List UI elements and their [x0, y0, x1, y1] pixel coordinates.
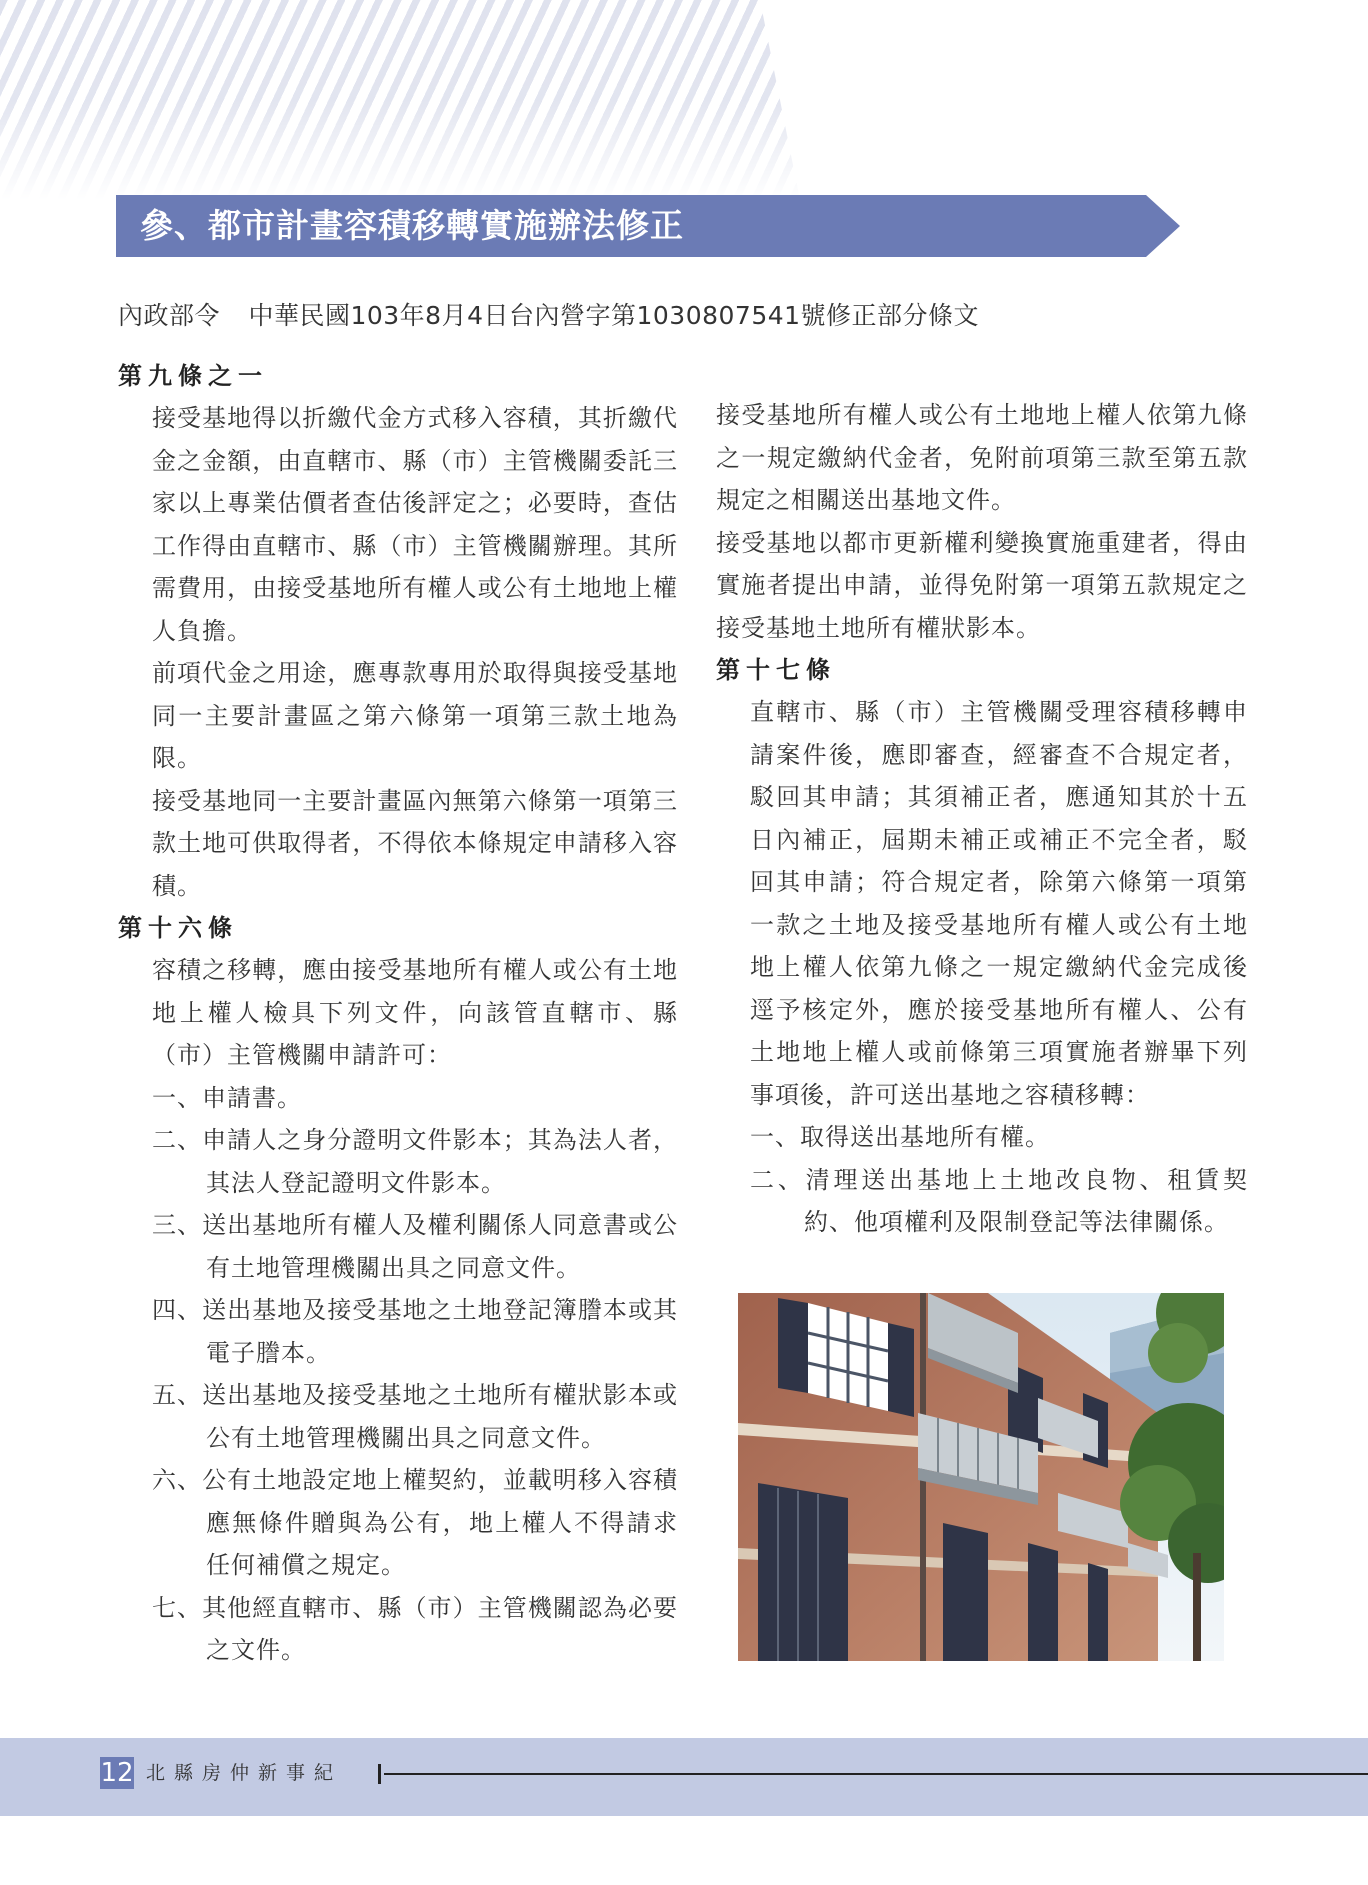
- list-item: 五、送出基地及接受基地之土地所有權狀影本或公有土地管理機關出具之同意文件。: [152, 1381, 678, 1452]
- left-column: [118, 355, 678, 1672]
- magazine-name: 北縣房仲新事紀: [146, 1762, 343, 1784]
- list-item: 六、公有土地設定地上權契約，並載明移入容積應無條件贈與為公有，地上權人不得請求任何補償之規定。: [152, 1466, 678, 1579]
- footer-rule-tick: [378, 1764, 381, 1784]
- list-item: 二、清理送出基地上土地改良物、租賃契約、他項權利及限制登記等法律關係。: [750, 1165, 1248, 1236]
- list-item: 四、送出基地及接受基地之土地登記簿謄本或其電子謄本。: [152, 1296, 678, 1367]
- list-item: 一、取得送出基地所有權。: [750, 1123, 1050, 1151]
- article-paragraph: 容積之移轉，應由接受基地所有權人或公有土地地上權人檢具下列文件，向該管直轄市、縣（市）主管機關申請許可：: [152, 956, 678, 1069]
- section-title: 參、都市計畫容積移轉實施辦法修正: [140, 206, 684, 245]
- building-photo: [738, 1293, 1224, 1661]
- article-paragraph: 接受基地得以折繳代金方式移入容積，其折繳代金之金額，由直轄市、縣（市）主管機關委託三家以上專業估價者查估後評定之；必要時，查估工作得由直轄市、縣（市）主管機關辦理。其所需費用，由接受基地所有權人或公有土地地上權人負擔。: [152, 404, 678, 645]
- page-number: 12: [100, 1758, 134, 1788]
- header-stripe-decoration: [0, 0, 800, 200]
- article-paragraph: 接受基地以都市更新權利變換實施重建者，得由實施者提出申請，並得免附第一項第五款規定之接受基地土地所有權狀影本。: [716, 528, 1248, 642]
- article-9-1-heading: 第九條之一: [118, 362, 268, 390]
- list-item: 三、送出基地所有權人及權利關係人同意書或公有土地管理機關出具之同意文件。: [152, 1211, 678, 1282]
- decree-org: 內政部令: [118, 301, 221, 330]
- article-16-heading: 第十六條: [118, 914, 238, 942]
- list-item: 二、申請人之身分證明文件影本；其為法人者，其法人登記證明文件影本。: [152, 1126, 678, 1197]
- decree-text: 中華民國103年8月4日台內營字第1030807541號修正部分條文: [248, 301, 980, 330]
- list-item: 七、其他經直轄市、縣（市）主管機關認為必要之文件。: [152, 1593, 678, 1664]
- decree-line: [118, 296, 979, 332]
- article-paragraph: 接受基地所有權人或公有土地地上權人依第九條之一規定繳納代金者，免附前項第三款至第五款規定之相關送出基地文件。: [716, 401, 1248, 514]
- article-17-heading: 第十七條: [716, 656, 836, 684]
- article-paragraph: 前項代金之用途，應專款專用於取得與接受基地同一主要計畫區之第六條第一項第三款土地為限。: [152, 659, 678, 772]
- list-item: 一、申請書。: [152, 1083, 302, 1112]
- article-paragraph: 直轄市、縣（市）主管機關受理容積移轉申請案件後，應即審查，經審查不合規定者，駁回其申請；其須補正者，應通知其於十五日內補正，屆期未補正或補正不完全者，駁回其申請；符合規定者，除第六條第一項第一款之土地及接受基地所有權人或公有土地地上權人依第九條之一規定繳納代金完成後逕予核定外，應於接受基地所有權人、公有土地地上權人或前條第三項實施者辦畢下列事項後，許可送出基地之容積移轉：: [750, 698, 1248, 1109]
- right-column: [716, 394, 1248, 1244]
- article-paragraph: 接受基地同一主要計畫區內無第六條第一項第三款土地可供取得者，不得依本條規定申請移入容積。: [152, 786, 678, 900]
- footer-rule-line: [384, 1773, 1368, 1775]
- footer-rule: [378, 1764, 1368, 1784]
